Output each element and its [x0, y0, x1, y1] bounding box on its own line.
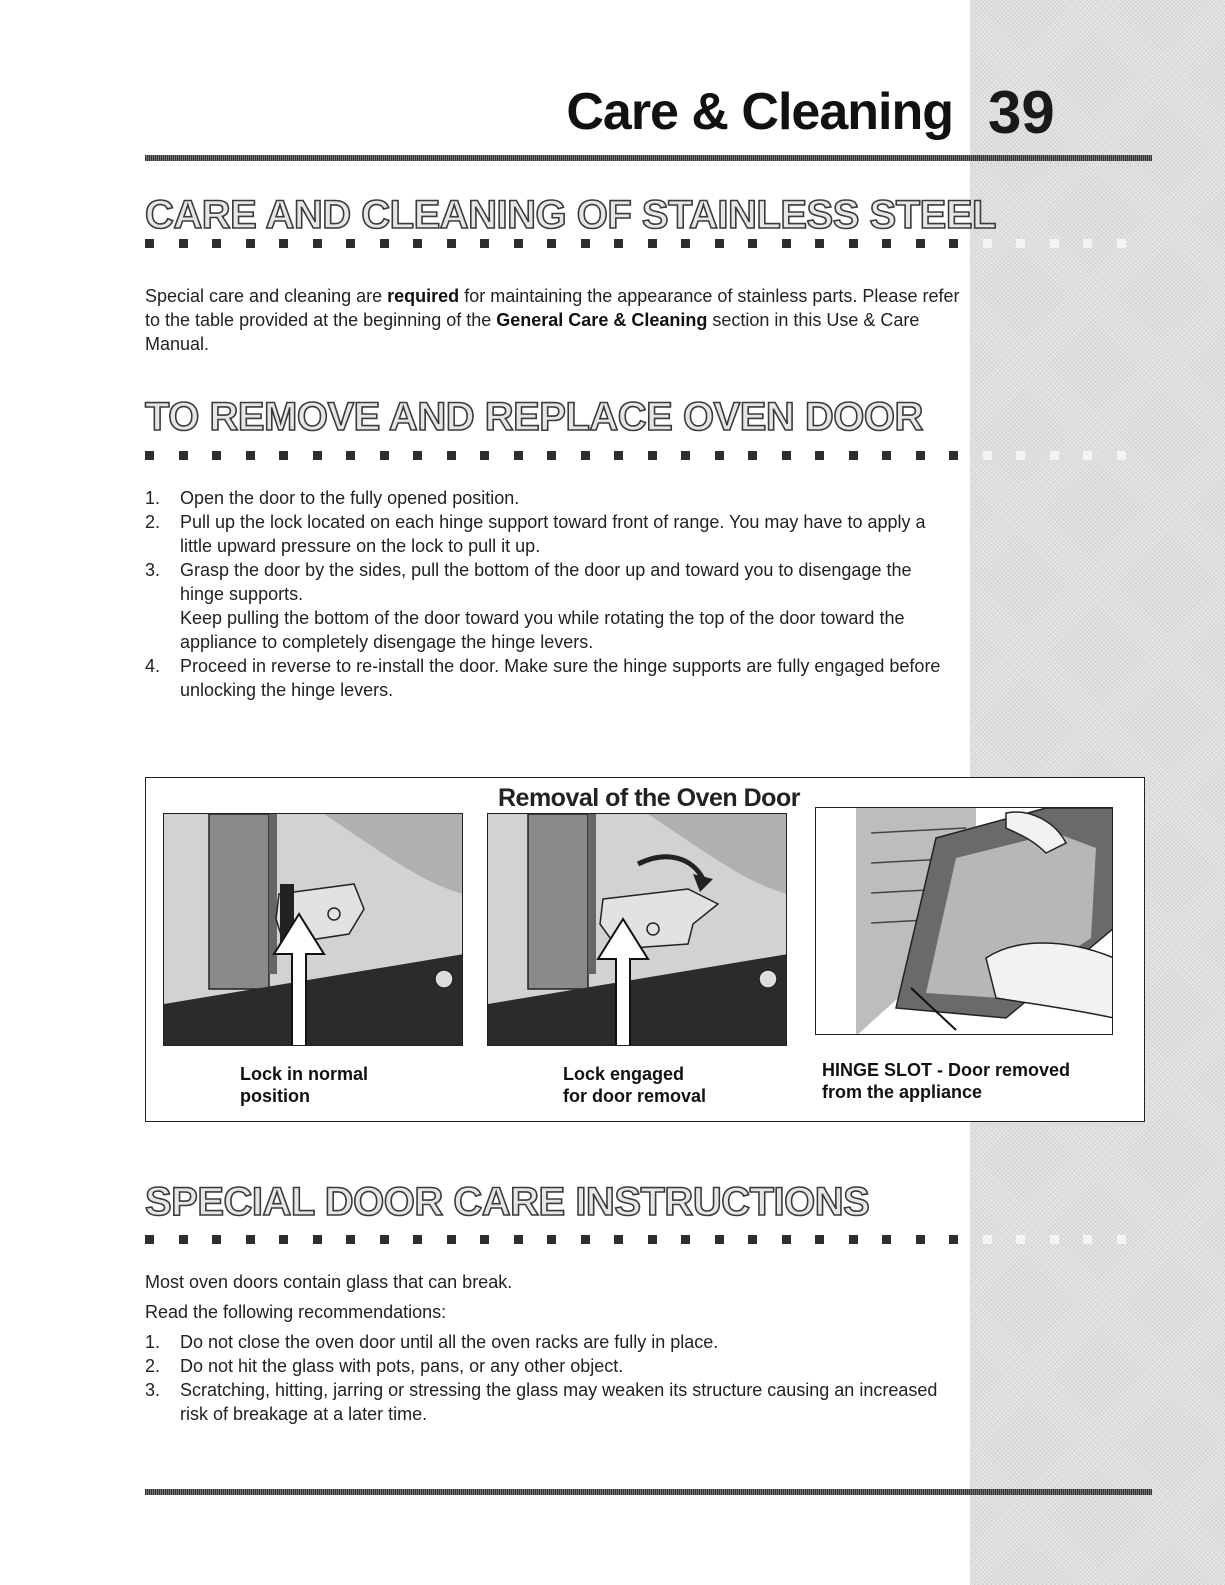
divider-square — [212, 1235, 221, 1244]
divider-square — [983, 451, 992, 460]
divider-square — [983, 1235, 992, 1244]
divider-square — [916, 451, 925, 460]
divider-square — [447, 1235, 456, 1244]
header-rule — [145, 155, 1152, 161]
divider-square — [949, 1235, 958, 1244]
divider-square — [313, 239, 322, 248]
divider-square — [614, 1235, 623, 1244]
section-divider-dots — [145, 1235, 1155, 1245]
divider-square — [581, 239, 590, 248]
divider-square — [715, 239, 724, 248]
divider-square — [916, 1235, 925, 1244]
divider-square — [648, 1235, 657, 1244]
illustration-hinge-slot — [815, 807, 1113, 1035]
divider-square — [212, 451, 221, 460]
divider-square — [279, 239, 288, 248]
divider-square — [413, 451, 422, 460]
divider-square — [916, 239, 925, 248]
divider-square — [782, 1235, 791, 1244]
divider-square — [882, 239, 891, 248]
divider-square — [313, 1235, 322, 1244]
divider-square — [246, 239, 255, 248]
divider-square — [346, 239, 355, 248]
divider-square — [246, 1235, 255, 1244]
divider-square — [447, 451, 456, 460]
illustration-lock-normal — [163, 813, 463, 1046]
divider-square — [715, 1235, 724, 1244]
special-steps-list — [145, 1330, 960, 1426]
divider-square — [279, 451, 288, 460]
section-divider-dots — [145, 451, 1155, 461]
divider-square — [179, 1235, 188, 1244]
divider-square — [313, 451, 322, 460]
special-intro-2: Read the following recommendations: — [145, 1302, 447, 1322]
divider-square — [380, 239, 389, 248]
divider-square — [949, 239, 958, 248]
divider-square — [212, 239, 221, 248]
divider-square — [681, 1235, 690, 1244]
footer-rule — [145, 1489, 1152, 1495]
divider-square — [145, 1235, 154, 1244]
list-item: 3. Grasp the door by the sides, pull the bottom of the door up and toward you to disengage the hinge supports. Keep pulling the bottom of the door toward you while rotating the top of the door toward the appliance to completely disengage the hinge levers. — [145, 560, 912, 652]
caption-lock-normal: Lock in normal position — [240, 1064, 369, 1106]
divider-square — [648, 451, 657, 460]
divider-square — [815, 239, 824, 248]
divider-square — [849, 451, 858, 460]
divider-square — [1016, 451, 1025, 460]
section-title-special-door-care: SPECIAL DOOR CARE INSTRUCTIONS — [145, 1180, 870, 1224]
divider-square — [1117, 1235, 1126, 1244]
list-item: 3. Scratching, hitting, jarring or stressing the glass may weaken its structure causing an increased risk of breakage at a later time. — [145, 1380, 938, 1424]
divider-square — [782, 239, 791, 248]
page-number: 39 — [988, 79, 1055, 146]
divider-square — [1083, 239, 1092, 248]
divider-square — [514, 451, 523, 460]
divider-square — [380, 451, 389, 460]
divider-square — [547, 239, 556, 248]
door-steps-list — [145, 486, 960, 702]
divider-square — [648, 239, 657, 248]
divider-square — [1117, 239, 1126, 248]
divider-square — [346, 451, 355, 460]
divider-square — [1016, 1235, 1025, 1244]
special-intro-1: Most oven doors contain glass that can break. — [145, 1272, 513, 1292]
illustration-lock-engaged — [487, 813, 787, 1046]
list-item: 2. Pull up the lock located on each hinge support toward front of range. You may have to apply a little upward pressure on the lock to pull it up. — [145, 512, 926, 556]
divider-square — [882, 451, 891, 460]
divider-square — [514, 1235, 523, 1244]
divider-square — [983, 239, 992, 248]
divider-square — [681, 451, 690, 460]
divider-square — [849, 1235, 858, 1244]
page-header-title: Care & Cleaning — [566, 83, 953, 141]
divider-square — [581, 451, 590, 460]
list-item: 2. Do not hit the glass with pots, pans, or any other object. — [145, 1356, 624, 1376]
section-title-stainless: CARE AND CLEANING OF STAINLESS STEEL — [145, 193, 996, 237]
divider-square — [1016, 239, 1025, 248]
divider-square — [748, 239, 757, 248]
list-item: 1. Do not close the oven door until all the oven racks are fully in place. — [145, 1332, 719, 1352]
divider-square — [849, 239, 858, 248]
divider-square — [1117, 451, 1126, 460]
divider-square — [480, 451, 489, 460]
divider-square — [1083, 451, 1092, 460]
list-item: 4. Proceed in reverse to re-install the door. Make sure the hinge supports are fully engaged before unlocking the hinge levers. — [145, 656, 941, 700]
divider-square — [1050, 1235, 1059, 1244]
divider-square — [748, 451, 757, 460]
divider-square — [413, 239, 422, 248]
divider-square — [614, 239, 623, 248]
divider-square — [480, 1235, 489, 1244]
divider-square — [179, 451, 188, 460]
divider-square — [1083, 1235, 1092, 1244]
divider-square — [748, 1235, 757, 1244]
caption-lock-engaged: Lock engaged for door removal — [563, 1064, 707, 1106]
divider-square — [681, 239, 690, 248]
divider-square — [1050, 451, 1059, 460]
divider-square — [949, 451, 958, 460]
divider-square — [815, 451, 824, 460]
divider-square — [346, 1235, 355, 1244]
divider-square — [581, 1235, 590, 1244]
divider-square — [447, 239, 456, 248]
divider-square — [782, 451, 791, 460]
divider-square — [882, 1235, 891, 1244]
divider-square — [413, 1235, 422, 1244]
divider-square — [614, 451, 623, 460]
divider-square — [480, 239, 489, 248]
divider-square — [514, 239, 523, 248]
divider-square — [547, 1235, 556, 1244]
divider-square — [815, 1235, 824, 1244]
list-item: 1. Open the door to the fully opened position. — [145, 488, 520, 508]
divider-square — [246, 451, 255, 460]
divider-square — [145, 451, 154, 460]
section-title-oven-door: TO REMOVE AND REPLACE OVEN DOOR — [145, 395, 923, 439]
figure-title: Removal of the Oven Door — [498, 784, 800, 812]
divider-square — [279, 1235, 288, 1244]
section-divider-dots — [145, 239, 1155, 249]
stainless-paragraph: Special care and cleaning are required for maintaining the appearance of stainless parts. Please refer to the table provided at the beginning of the General Care & Cleaning section in this Use & Care Manual. — [145, 286, 960, 354]
divider-square — [145, 239, 154, 248]
caption-hinge-slot: HINGE SLOT - Door removed from the appliance — [822, 1060, 1071, 1102]
divider-square — [380, 1235, 389, 1244]
divider-square — [715, 451, 724, 460]
divider-square — [179, 239, 188, 248]
divider-square — [547, 451, 556, 460]
divider-square — [1050, 239, 1059, 248]
